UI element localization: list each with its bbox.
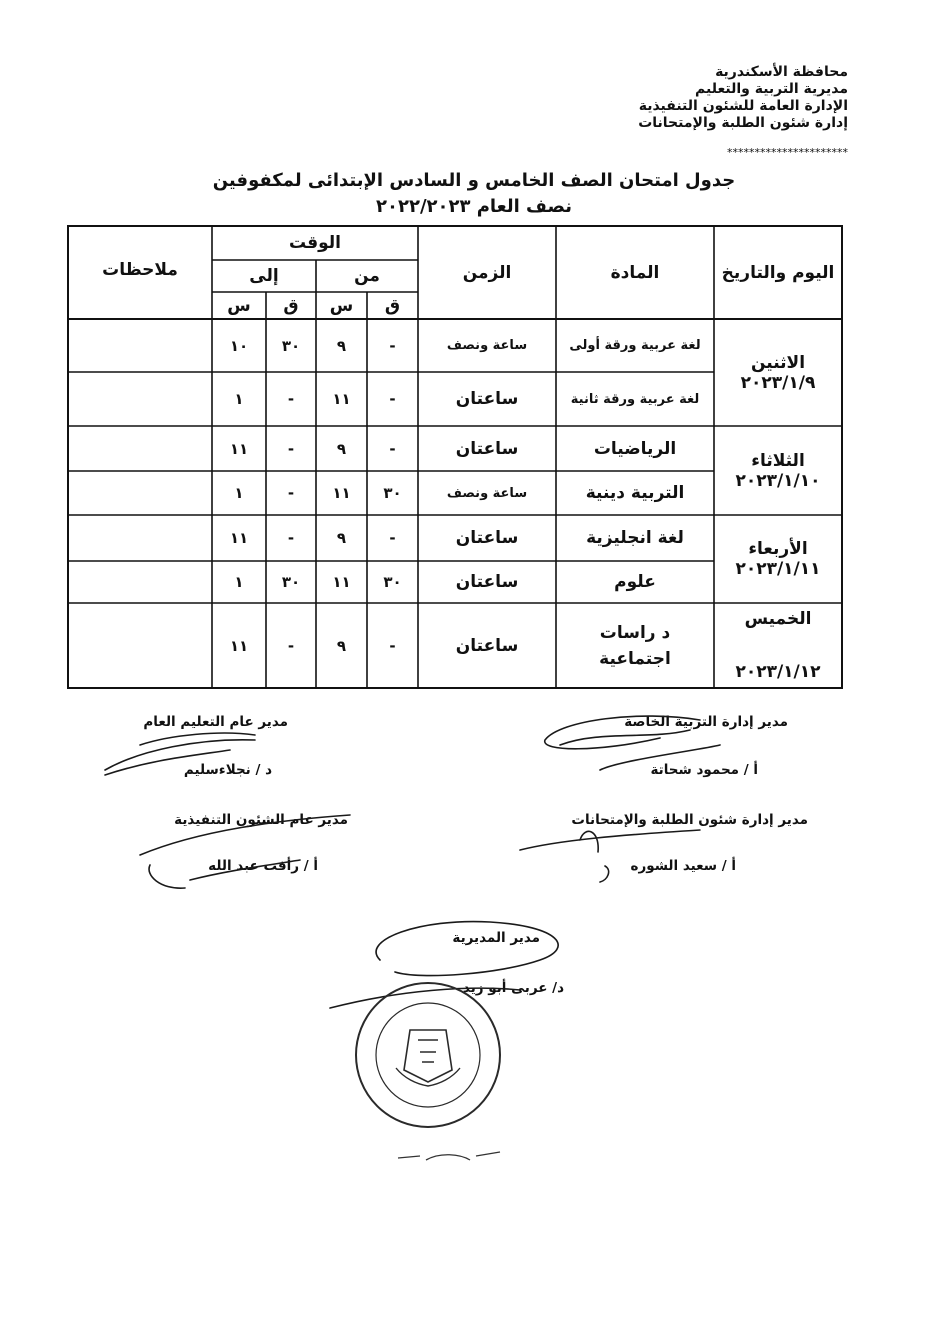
subject-cell: د راسات اجتماعية xyxy=(599,623,671,669)
signature-name-general-ed: د / نجلاءسليم xyxy=(183,762,272,778)
day-cell xyxy=(714,319,842,426)
from-hours-cell: ١١ xyxy=(332,390,351,408)
to-hours-cell: ١١ xyxy=(229,636,249,655)
subject-cell: لغة عربية ورقة ثانية xyxy=(570,391,700,407)
from-minutes-cell: - xyxy=(389,390,396,408)
duration-cell: ساعة ونصف xyxy=(446,338,528,353)
to-minutes-cell: ٣٠ xyxy=(281,336,301,355)
day-date: ٢٠٢٣/١/١١ xyxy=(735,559,821,579)
from-hours-cell: ٩ xyxy=(336,636,347,655)
from-minutes-cell: ٣٠ xyxy=(383,573,402,591)
header-from-hours: س xyxy=(329,295,354,316)
signature-title-executive: مدير عام الشئون التنفيذية xyxy=(174,812,348,828)
to-hours-cell: ١ xyxy=(234,484,244,502)
day-cell xyxy=(714,426,842,515)
from-hours-cell: ٩ xyxy=(336,336,347,355)
from-minutes-cell: - xyxy=(389,439,396,458)
signature-title-student-affairs: مدير إدارة شئون الطلبة والإمتحانات xyxy=(571,812,808,828)
page-subtitle: نصف العام ٢٠٢٢/٢٠٢٣ xyxy=(376,196,572,217)
header-time: الوقت xyxy=(289,233,341,253)
to-hours-cell: ١ xyxy=(234,390,244,408)
from-minutes-cell: - xyxy=(389,336,396,355)
day-date: ٢٠٢٣/١/١٢ xyxy=(735,662,821,682)
from-hours-cell: ٩ xyxy=(336,529,347,547)
signature-executive-scribble xyxy=(140,815,350,888)
from-hours-cell: ٩ xyxy=(336,439,347,458)
from-minutes-cell: - xyxy=(389,529,396,547)
subject-cell: لغة انجليزية xyxy=(586,528,684,548)
day-name: الأربعاء xyxy=(748,539,808,559)
to-minutes-cell: - xyxy=(287,439,295,458)
day-name: الاثنين xyxy=(750,352,806,373)
header-governorate: محافظة الأسكندرية xyxy=(715,64,848,80)
header-duration: الزمن xyxy=(462,262,512,283)
day-name: الثلاثاء xyxy=(751,450,805,471)
signature-title-special-ed: مدير إدارة التربية الخاصة xyxy=(624,714,788,730)
signature-name-executive: أ / رأفت عبد الله xyxy=(208,858,318,874)
header-to-hours: س xyxy=(227,295,251,316)
signature-director-scribble xyxy=(330,922,558,1008)
day-cell xyxy=(714,603,842,688)
to-minutes-cell: ٣٠ xyxy=(281,573,301,591)
signature-name-director: د/ عربى أبو زيد xyxy=(462,980,564,996)
from-hours-cell: ١١ xyxy=(332,573,351,591)
from-minutes-cell: - xyxy=(389,636,396,655)
day-date: ٢٠٢٣/١/١٠ xyxy=(735,470,821,491)
from-minutes-cell: ٣٠ xyxy=(383,484,402,502)
handwritten-signatures xyxy=(0,690,948,1210)
to-hours-cell: ١٠ xyxy=(229,336,249,355)
duration-cell: ساعتان xyxy=(455,438,519,459)
signature-general-ed-scribble xyxy=(105,733,255,775)
header-exams-admin: إدارة شئون الطلبة والإمتحانات xyxy=(638,115,848,131)
duration-cell: ساعة ونصف xyxy=(446,485,528,501)
to-hours-cell: ١١ xyxy=(229,439,249,458)
to-minutes-cell: - xyxy=(287,390,295,408)
to-hours-cell: ١١ xyxy=(229,529,249,547)
to-minutes-cell: - xyxy=(287,529,295,547)
day-date: ٢٠٢٣/١/٩ xyxy=(740,372,816,393)
duration-cell: ساعتان xyxy=(455,389,519,409)
signature-special-ed-scribble xyxy=(545,716,720,770)
header-day-date: اليوم والتاريخ xyxy=(721,262,835,283)
to-minutes-cell: - xyxy=(287,484,295,502)
signature-student-affairs-scribble xyxy=(520,830,700,882)
day-cell xyxy=(714,515,842,603)
header-notes: ملاحظات xyxy=(102,260,178,280)
subject-cell: علوم xyxy=(614,572,656,592)
to-hours-cell: ١ xyxy=(234,573,244,591)
signature-name-student-affairs: أ / سعيد الشوره xyxy=(630,858,736,874)
to-minutes-cell: - xyxy=(287,636,295,655)
signature-name-special-ed: أ / محمود شحاتة xyxy=(650,762,758,778)
header-divider: ********************** xyxy=(727,146,848,159)
duration-cell: ساعتان xyxy=(455,635,519,656)
header-directorate: مديرية التربية والتعليم xyxy=(695,81,848,97)
header-subject: المادة xyxy=(610,262,660,283)
subject-cell: الرياضيات xyxy=(593,438,677,459)
header-general-admin: الإدارة العامة للشئون التنفيذية xyxy=(638,98,848,114)
page-title: جدول امتحان الصف الخامس و السادس الإبتدائى لمكفوفين xyxy=(212,170,736,191)
header-from-minutes: ق xyxy=(384,295,401,316)
from-hours-cell: ١١ xyxy=(332,484,351,502)
header-to-minutes: ق xyxy=(283,295,299,316)
signature-title-director: مدير المديرية xyxy=(452,930,540,946)
header-to: إلى xyxy=(249,266,279,286)
duration-cell: ساعتان xyxy=(455,572,519,592)
duration-cell: ساعتان xyxy=(455,528,519,548)
subject-cell: لغة عربية ورقة أولى xyxy=(569,338,701,353)
official-seal xyxy=(356,983,500,1127)
seal-number-scribble xyxy=(398,1152,500,1160)
signature-title-general-ed: مدير عام التعليم العام xyxy=(143,714,288,730)
header-from: من xyxy=(354,266,380,286)
day-name: الخميس xyxy=(744,609,812,629)
subject-cell: التربية دينية xyxy=(585,483,685,503)
